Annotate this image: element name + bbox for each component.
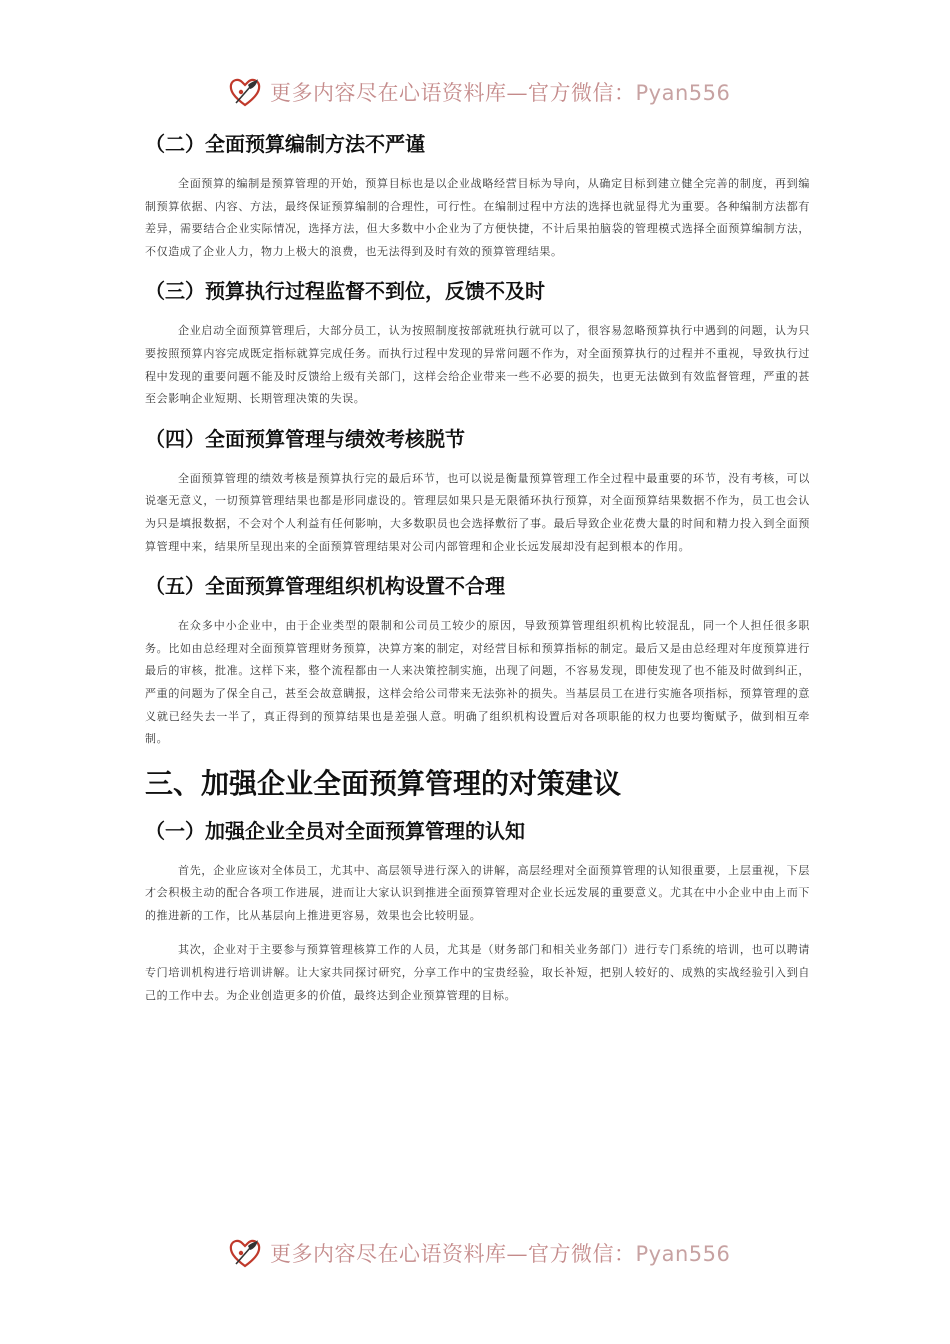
part-heading-3: 三、加强企业全面预算管理的对策建议 <box>145 766 622 800</box>
section-heading-2-4: （四）全面预算管理与绩效考核脱节 <box>145 426 465 451</box>
banner-text <box>270 77 730 107</box>
paragraph-3-1-b: 其次，企业对于主要参与预算管理核算工作的人员，尤其是（财务部门和相关业务部门）进行专门系统的培训，也可以聘请专门培训机构进行培训讲解。让大家共同探讨研究，分享工作中的宝贵经验，取长补短，把别人较好的、成熟的实战经验引入到自己的工作中去。为企业创造更多的价值，最终达到企业预算管理的目标。 <box>145 943 810 1002</box>
paragraph-3-1-a: 首先，企业应该对全体员工，尤其中、高层领导进行深入的讲解，高层经理对全面预算管理的认知很重要，上层重视，下层才会积极主动的配合各项工作进展，进而让大家认识到推进全面预算管理对企业长远发展的重要意义。尤其在中小企业中由上而下的推进新的工作，比从基层向上推进更容易，效果也会比较明显。 <box>145 863 810 922</box>
section-heading-2-2: （二）全面预算编制方法不严谨 <box>145 132 425 156</box>
heart-quill-logo-icon <box>228 1236 262 1270</box>
paragraph-2-5: 在众多中小企业中，由于企业类型的限制和公司员工较少的原因，导致预算管理组织机构比较混乱，同一个人担任很多职务。比如由总经理对全面预算管理财务预算，决算方案的制定，对经营目标和预算指标的制定。最后又是由总经理对年度预算进行最后的审核，批准。这样下来，整个流程都由一人来决策控制实施，出现了问题，不容易发现，即使发现了也不能及时做到纠正，严重的问题为了保全自己，甚至会故意瞒报，这样会给公司带来无法弥补的损失。当基层员工在进行实施各项指标，预算管理的意义就已经失去一半了，真正得到的预算结果也是差强人意。明确了组织机构设置后对各项职能的权力也要均衡赋予，做到相互牵制。 <box>145 619 810 746</box>
paragraph-2-2: 全面预算的编制是预算管理的开始，预算目标也是以企业战略经营目标为导向，从确定目标到建立健全完善的制度，再到编制预算依据、内容、方法，最终保证预算编制的合理性，可行性。在编制过程中方法的选择也就显得尤为重要。各种编制方法都有差异，需要结合企业实际情况，选择方法，但大多数中小企业为了方便快捷，不计后果拍脑袋的管理模式选择全面预算编制方法，不仅造成了企业人力，物力上极大的浪费，也无法得到及时有效的预算管理结果。 <box>145 177 810 258</box>
document-body <box>145 128 810 1007</box>
heart-quill-logo-icon <box>228 75 262 109</box>
section-heading-2-5: （五）全面预算管理组织机构设置不合理 <box>145 574 505 599</box>
footer-banner <box>228 1233 731 1273</box>
paragraph-2-4: 全面预算管理的绩效考核是预算执行完的最后环节，也可以说是衡量预算管理工作全过程中最重要的环节，没有考核，可以说毫无意义，一切预算管理结果也都是形同虚设的。管理层如果只是无限循环执行预算，对全面预算结果数据不作为，员工也会认为只是填报数据，不会对个人利益有任何影响，大多数职员也会选择敷衍了事。最后导致企业花费大量的时间和精力投入到全面预算管理中来，结果所呈现出来的全面预算管理结果对公司内部管理和企业长远发展却没有起到根本的作用。 <box>145 471 810 553</box>
section-heading-3-1: （一）加强企业全员对全面预算管理的认知 <box>145 818 525 843</box>
banner-text <box>270 1238 730 1268</box>
wechat-id: Pyan556 <box>635 1242 731 1266</box>
banner-label: 更多内容尽在心语资料库—官方微信： <box>270 1242 636 1266</box>
paragraph-2-3: 企业启动全面预算管理后，大部分员工，认为按照制度按部就班执行就可以了，很容易忽略预算执行中遇到的问题，认为只要按照预算内容完成既定指标就算完成任务。而执行过程中发现的异常问题不作为，对全面预算执行的过程并不重视，导致执行过程中发现的重要问题不能及时反馈给上级有关部门，这样会给企业带来一些不必要的损失，也更无法做到有效监督管理，严重的甚至会影响企业短期、长期管理决策的失误。 <box>145 324 810 406</box>
banner-label: 更多内容尽在心语资料库—官方微信： <box>270 81 636 105</box>
section-heading-2-3: （三）预算执行过程监督不到位，反馈不及时 <box>145 279 545 304</box>
header-banner <box>228 72 731 112</box>
wechat-id: Pyan556 <box>635 81 731 105</box>
